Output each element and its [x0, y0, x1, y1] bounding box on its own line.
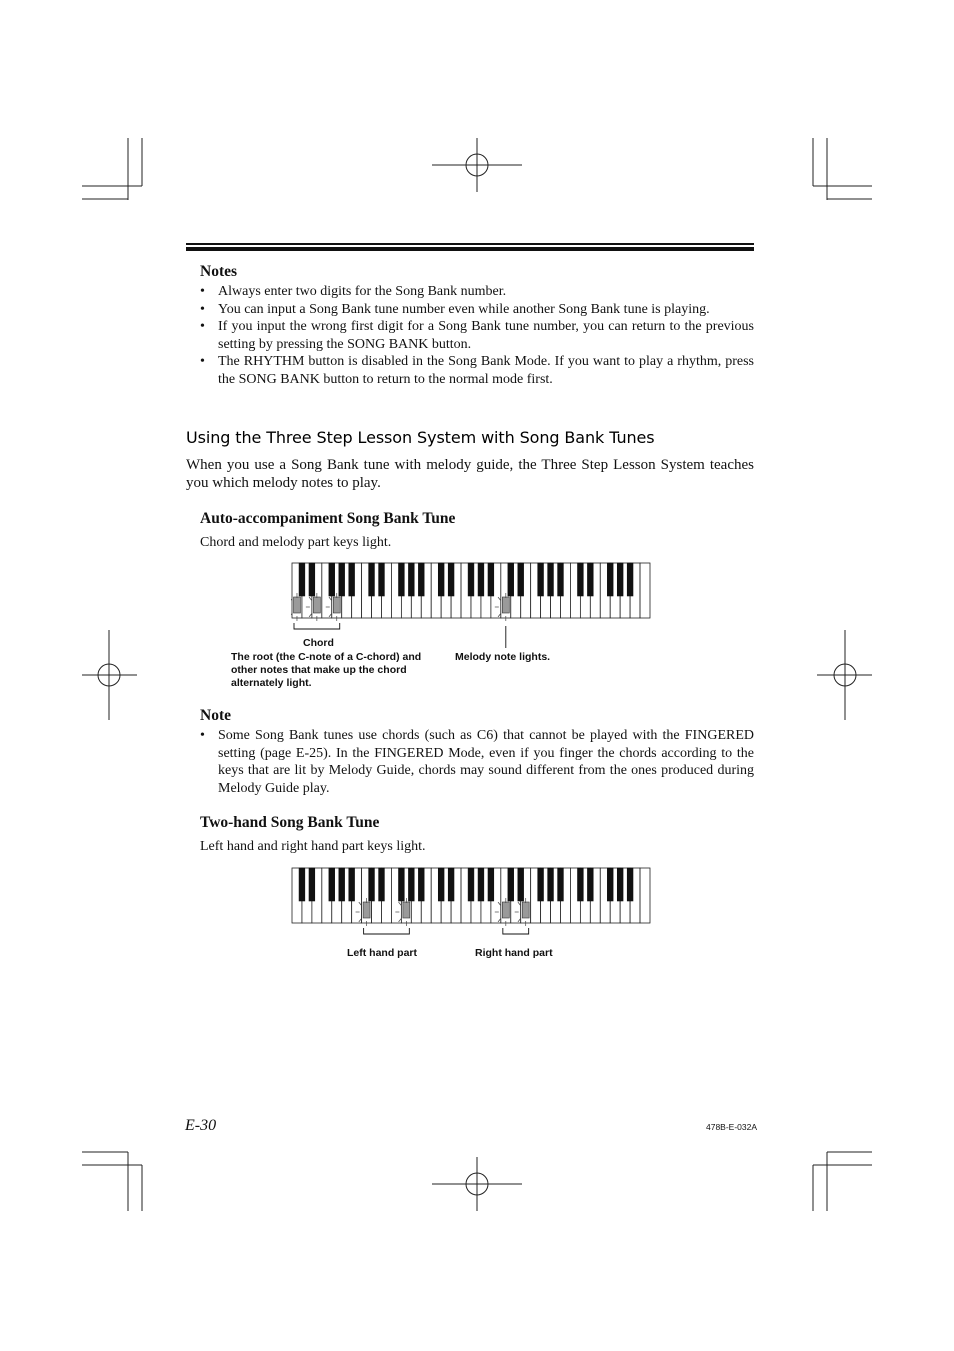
left-hand-label: Left hand part	[347, 947, 417, 959]
lit-key	[294, 597, 301, 613]
black-key	[558, 563, 564, 596]
black-key	[369, 563, 375, 596]
note-list	[200, 727, 754, 797]
black-key	[448, 868, 454, 901]
twohand-description: Left hand and right hand part keys light.	[200, 839, 426, 854]
black-key	[518, 868, 524, 901]
black-key	[418, 868, 424, 901]
white-key	[640, 563, 650, 618]
white-key	[640, 868, 650, 923]
black-key	[309, 563, 315, 596]
lit-key	[502, 902, 509, 918]
notes-heading: Notes	[200, 263, 238, 280]
black-key	[617, 563, 623, 596]
black-key	[607, 868, 613, 901]
chord-description: The root (the C-note of a C-chord) and other notes that make up the chord alternately light.	[231, 651, 422, 689]
black-key	[518, 563, 524, 596]
notes-list	[200, 283, 754, 388]
black-key	[299, 868, 305, 901]
lit-key	[403, 902, 410, 918]
black-key	[438, 868, 444, 901]
black-key	[468, 563, 474, 596]
black-key	[558, 868, 564, 901]
black-key	[478, 868, 484, 901]
lit-key	[502, 597, 509, 613]
black-key	[379, 868, 385, 901]
black-key	[478, 563, 484, 596]
page-number: E-30	[185, 1117, 217, 1134]
lit-key	[363, 902, 370, 918]
black-key	[617, 868, 623, 901]
label-bracket	[364, 928, 410, 934]
melody-label: Melody note lights.	[455, 651, 551, 663]
black-key	[349, 868, 355, 901]
notes-item: • If you input the wrong first digit for a Song Bank tune number, you can return to the previous setting by pressing the SONG BANK button.	[200, 318, 754, 353]
black-key	[408, 868, 414, 901]
black-key	[488, 868, 494, 901]
black-key	[627, 563, 633, 596]
black-key	[379, 563, 385, 596]
document-code: 478B-E-032A	[706, 1122, 758, 1132]
notes-item: • The RHYTHM button is disabled in the Song Bank Mode. If you want to play a rhythm, press the SONG BANK button to return to the normal mode first.	[200, 353, 754, 388]
note-heading: Note	[200, 707, 231, 724]
notes-item: • You can input a Song Bank tune number even while another Song Bank tune is playing.	[200, 301, 754, 319]
black-key	[438, 563, 444, 596]
black-key	[548, 563, 554, 596]
black-key	[339, 563, 345, 596]
black-key	[399, 868, 405, 901]
black-key	[587, 868, 593, 901]
auto-description: Chord and melody part keys light.	[200, 535, 392, 550]
auto-heading: Auto-accompaniment Song Bank Tune	[200, 510, 456, 527]
black-key	[538, 868, 544, 901]
right-hand-label: Right hand part	[475, 947, 553, 959]
black-key	[349, 563, 355, 596]
black-key	[329, 563, 335, 596]
keyboard-diagram-twohand	[291, 867, 651, 947]
black-key	[309, 868, 315, 901]
black-key	[408, 563, 414, 596]
black-key	[329, 868, 335, 901]
black-key	[508, 868, 514, 901]
black-key	[339, 868, 345, 901]
black-key	[538, 563, 544, 596]
label-bracket	[503, 928, 529, 934]
header-rule-thin	[186, 243, 754, 245]
black-key	[578, 563, 584, 596]
section-title: Using the Three Step Lesson System with Song Bank Tunes	[186, 428, 655, 447]
black-key	[369, 868, 375, 901]
lit-key	[313, 597, 320, 613]
black-key	[607, 563, 613, 596]
lit-key	[522, 902, 529, 918]
black-key	[578, 868, 584, 901]
black-key	[448, 563, 454, 596]
black-key	[488, 563, 494, 596]
note-item: • Some Song Bank tunes use chords (such as C6) that cannot be played with the FINGERED setting (page E-25). In the FINGERED Mode, even if you finger the chords according to the keys that are lit by Melody Guide, chords may sound different from the ones produced during Melody Guide play.	[200, 727, 754, 797]
label-bracket	[294, 623, 340, 629]
twohand-heading: Two-hand Song Bank Tune	[200, 814, 380, 831]
black-key	[299, 563, 305, 596]
black-key	[548, 868, 554, 901]
black-key	[399, 563, 405, 596]
keyboard-diagram-auto	[291, 562, 651, 652]
notes-item: • Always enter two digits for the Song Bank number.	[200, 283, 754, 301]
chord-label: Chord	[303, 637, 334, 649]
black-key	[468, 868, 474, 901]
black-key	[508, 563, 514, 596]
header-rule-thick	[186, 247, 754, 251]
black-key	[627, 868, 633, 901]
black-key	[418, 563, 424, 596]
black-key	[587, 563, 593, 596]
section-intro: When you use a Song Bank tune with melody guide, the Three Step Lesson System teaches you which melody notes to play.	[186, 457, 754, 491]
lit-key	[333, 597, 340, 613]
